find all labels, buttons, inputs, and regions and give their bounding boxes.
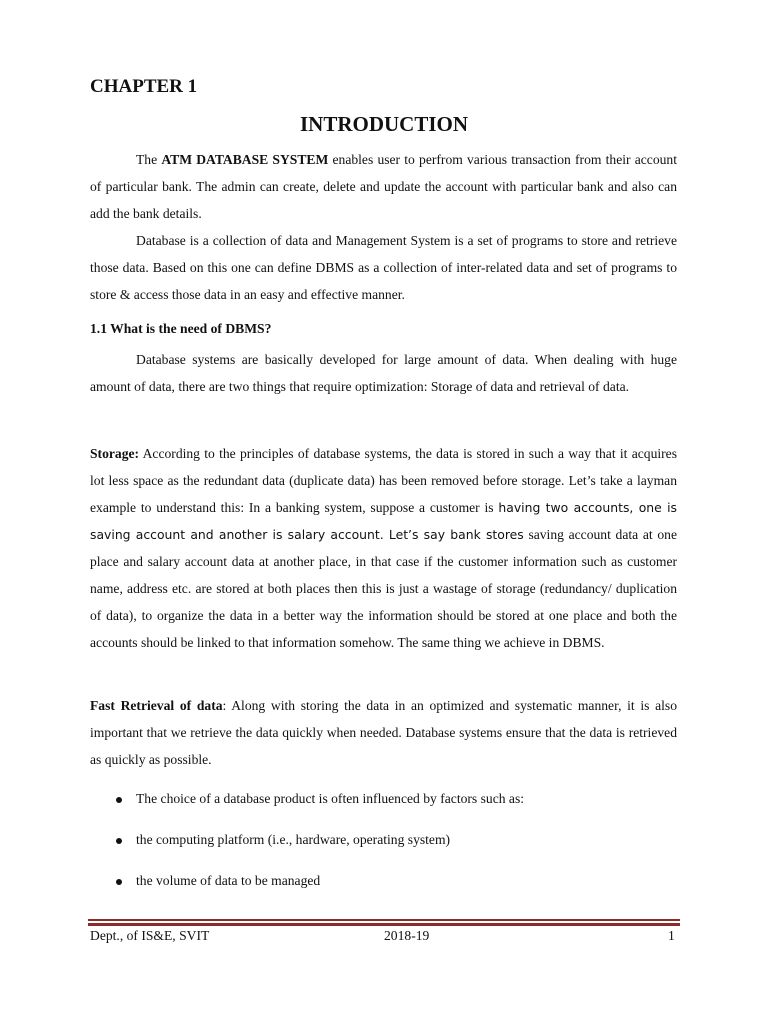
page-title: INTRODUCTION xyxy=(299,112,469,136)
list-item xyxy=(112,791,524,832)
retrieval-label: Fast Retrieval of data xyxy=(90,698,223,713)
page-number: 1 xyxy=(668,928,675,943)
list-item-text: The choice of a database product is often influenced by factors such as: xyxy=(136,791,525,806)
need-paragraph: Database systems are basically developed for large amount of data. When dealing with huge amount of data, there are two things that require optimization: Storage of data and retrieval of data. xyxy=(90,352,677,394)
list-item-text: the computing platform (i.e., hardware, operating system) xyxy=(136,832,451,847)
factor-list xyxy=(112,791,524,914)
footer-year: 2018-19 xyxy=(384,928,430,943)
intro-paragraph xyxy=(90,146,677,227)
system-name: ATM DATABASE SYSTEM xyxy=(161,152,329,167)
bullet-icon xyxy=(116,879,122,885)
retrieval-paragraph xyxy=(90,692,677,773)
footer-divider-thin xyxy=(88,919,680,921)
storage-paragraph xyxy=(90,440,677,656)
storage-text-2: saving account data at one place and salary account data at another place, in that case if the customer information such as customer name, address etc. are stored at both places then this is just a wastage of storage (redundancy/ duplication of data), to organize the data in a better way the information should be stored at one place and both the accounts should be linked to that information somehow. The same thing we achieve in DBMS. xyxy=(90,527,677,650)
list-item xyxy=(112,873,524,914)
intro-paragraph-post: enables user to perfrom various transaction from their account of particular bank. The admin can create, delete and update the account with particular bank and also can add the bank details. xyxy=(90,152,677,221)
list-item xyxy=(112,832,524,873)
bullet-icon xyxy=(116,838,122,844)
storage-text-sans: having two accounts, one is saving account and another is salary account. Let’s say bank stores xyxy=(90,500,677,542)
storage-text-1: According to the principles of database systems, the data is stored in such a way that it acquires lot less space as the redundant data (duplicate data) has been removed before storage. Let’s take a layman example to understand this: In a banking system, suppose a customer is xyxy=(90,446,677,515)
footer-divider-thick xyxy=(88,923,680,926)
section-heading: 1.1 What is the need of DBMS? xyxy=(90,321,272,336)
retrieval-text: : Along with storing the data in an optimized and systematic manner, it is also important that we retrieve the data quickly when needed. Database systems ensure that the data is retrieved as quickly as possible. xyxy=(90,698,677,767)
list-item-text: the volume of data to be managed xyxy=(136,873,321,888)
storage-label: Storage: xyxy=(90,446,140,461)
chapter-label: CHAPTER 1 xyxy=(90,76,198,97)
bullet-icon xyxy=(116,797,122,803)
dbms-definition-paragraph: Database is a collection of data and Management System is a set of programs to store and retrieve those data. Based on this one can define DBMS as a collection of inter-related data and set of programs to store & access those data in an easy and effective manner. xyxy=(90,233,677,302)
footer-department: Dept., of IS&E, SVIT xyxy=(90,928,210,943)
intro-paragraph-pre: The xyxy=(136,152,162,167)
